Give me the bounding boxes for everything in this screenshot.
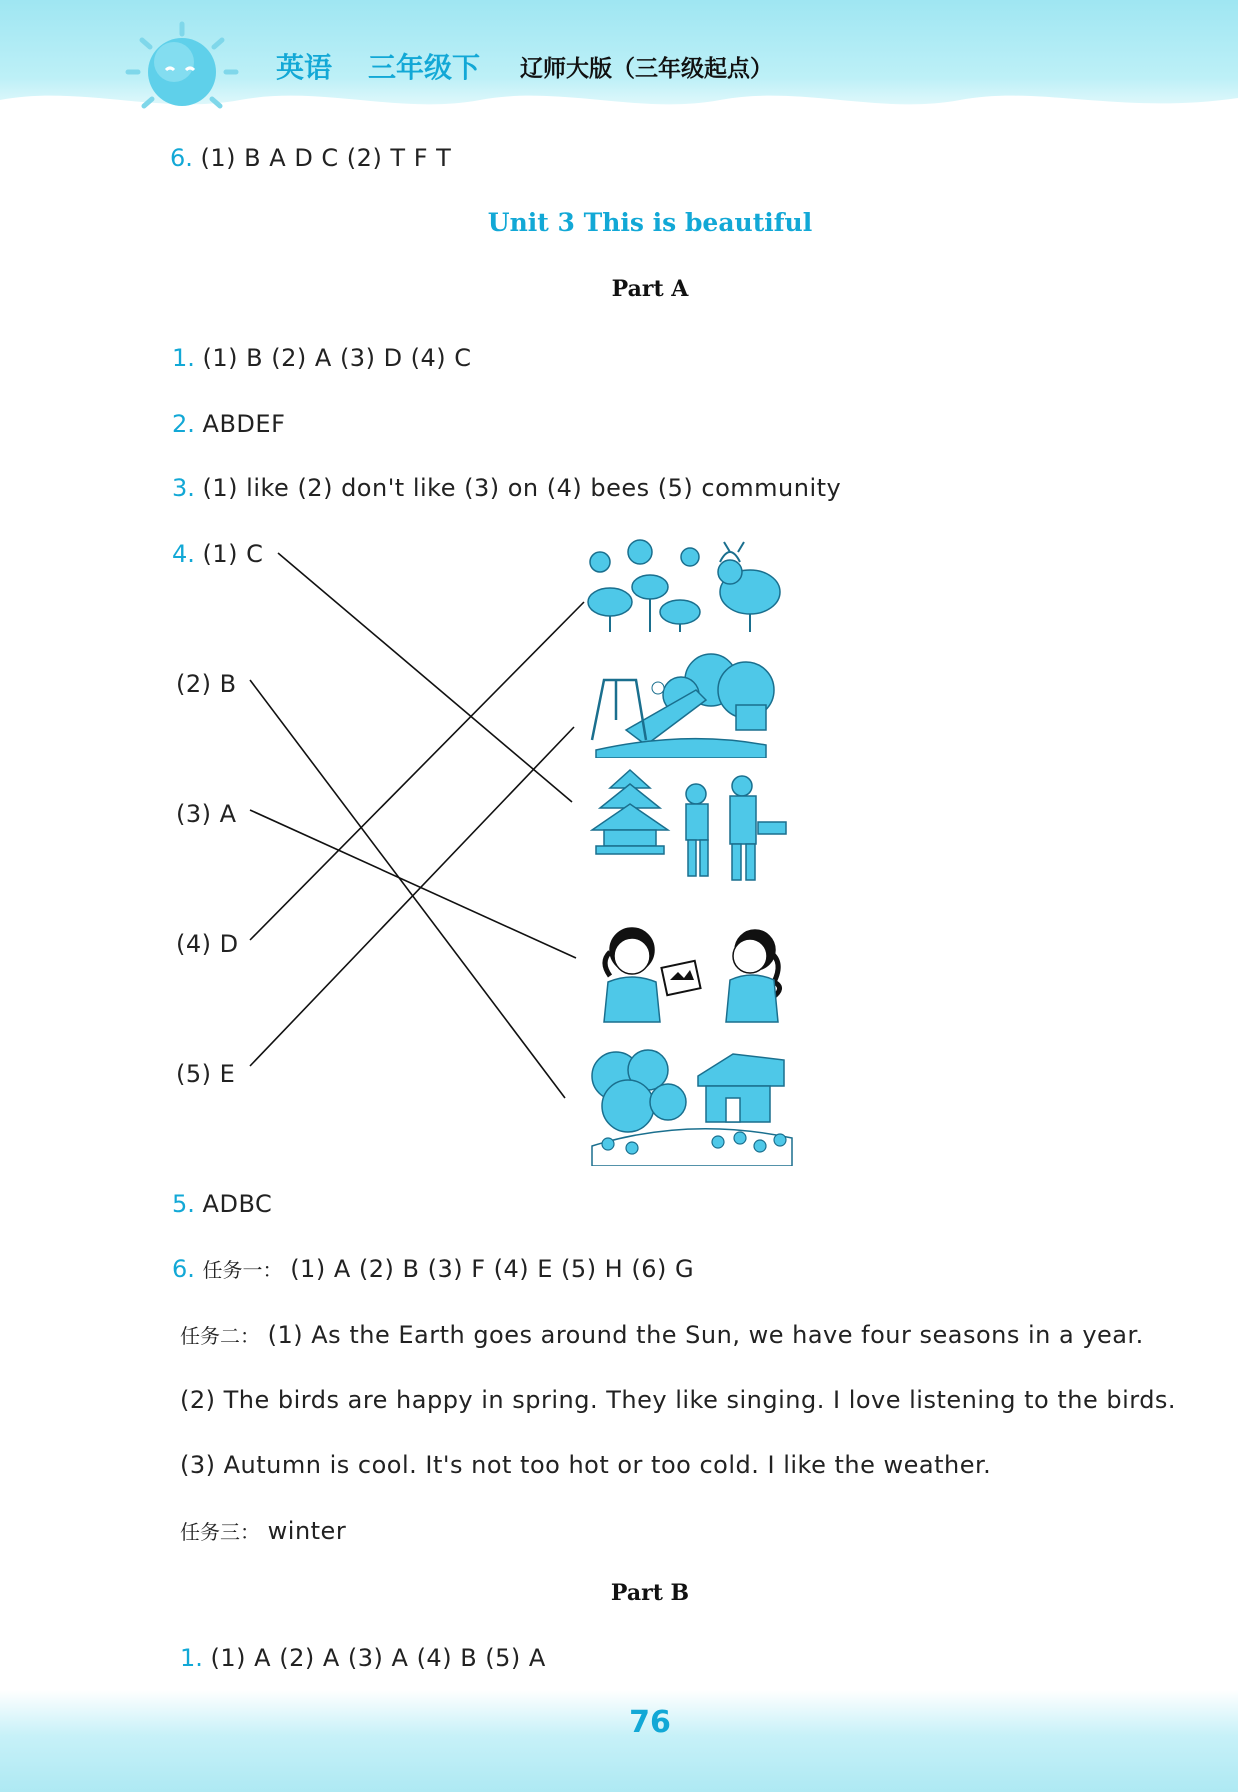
answer-text: ADBC xyxy=(202,1190,273,1218)
match-item-1 xyxy=(172,540,263,568)
unit-title: Unit 3 This is beautiful xyxy=(487,208,813,237)
answer-text: (1) A (2) B (3) F (4) E (5) H (6) G xyxy=(290,1255,695,1283)
question-number: 1. xyxy=(180,1644,203,1672)
task1-label: 任务一： xyxy=(202,1258,283,1282)
two-girls-picture xyxy=(590,922,796,1026)
part-a-q5 xyxy=(172,1190,272,1218)
match-line-1-c xyxy=(278,553,572,802)
match-item-3 xyxy=(176,800,237,828)
part-a-q2 xyxy=(172,410,285,438)
answer-text: (3) Autumn is cool. It's not too hot or too cold. I like the weather. xyxy=(180,1451,992,1479)
match-line-2-b xyxy=(250,680,565,1098)
match-item-4 xyxy=(176,930,239,958)
answer-text: (2) The birds are happy in spring. They like singing. I love listening to the birds. xyxy=(180,1386,1177,1414)
match-item-2 xyxy=(176,670,237,698)
part-a-q3 xyxy=(172,474,841,502)
answer-text: ABDEF xyxy=(202,410,286,438)
match-line-4-d xyxy=(250,602,584,940)
flowers-bee-picture xyxy=(580,532,792,632)
temple-people-picture xyxy=(590,764,790,890)
answer-line-top xyxy=(170,144,451,172)
part-a-title: Part A xyxy=(611,276,689,302)
header-grade: 三年级下 xyxy=(368,51,481,84)
match-label: (3) A xyxy=(176,800,237,828)
task3-label: 任务三： xyxy=(180,1520,260,1544)
page-number: 76 xyxy=(629,1705,671,1740)
answer-text: (1) B (2) A (3) D (4) C xyxy=(202,344,472,372)
question-number: 5. xyxy=(172,1190,195,1218)
part-a-q6-task2-line3 xyxy=(180,1451,991,1479)
part-a-q6-task2-line1 xyxy=(180,1320,1144,1349)
answer-text: (1) A (2) A (3) A (4) B (5) A xyxy=(210,1644,546,1672)
task2-label: 任务二： xyxy=(180,1324,260,1348)
match-label: (2) B xyxy=(176,670,237,698)
answer-text: (1) like (2) don't like (3) on (4) bees (5) community xyxy=(202,474,842,502)
match-label: (4) D xyxy=(176,930,239,958)
question-number: 2. xyxy=(172,410,195,438)
match-label: (1) C xyxy=(202,540,264,568)
match-line-5-e xyxy=(250,727,574,1066)
question-number: 1. xyxy=(172,344,195,372)
question-number: 4. xyxy=(172,540,195,568)
playground-picture xyxy=(586,650,786,758)
answer-text: (1) B A D C (2) T F T xyxy=(200,144,452,172)
part-a-q6-task2-line2 xyxy=(180,1386,1176,1414)
sun-icon xyxy=(122,20,242,120)
question-number: 6. xyxy=(170,144,193,172)
part-b-q1 xyxy=(180,1644,546,1672)
page-header xyxy=(0,0,1238,130)
part-b-title: Part B xyxy=(610,1580,690,1606)
answer-text: (1) As the Earth goes around the Sun, we have four seasons in a year. xyxy=(267,1321,1144,1349)
answer-text: winter xyxy=(267,1517,347,1545)
match-line-3-a xyxy=(250,810,576,958)
match-item-5 xyxy=(176,1060,235,1088)
part-a-q1 xyxy=(172,344,472,372)
park-house-picture xyxy=(588,1046,794,1166)
part-a-q6-task1 xyxy=(172,1254,694,1283)
match-label: (5) E xyxy=(176,1060,236,1088)
header-subject: 英语 xyxy=(276,51,333,84)
question-number: 6. xyxy=(172,1255,195,1283)
part-a-q6-task3 xyxy=(180,1516,346,1545)
header-edition: 辽师大版（三年级起点） xyxy=(520,56,773,82)
question-number: 3. xyxy=(172,474,195,502)
